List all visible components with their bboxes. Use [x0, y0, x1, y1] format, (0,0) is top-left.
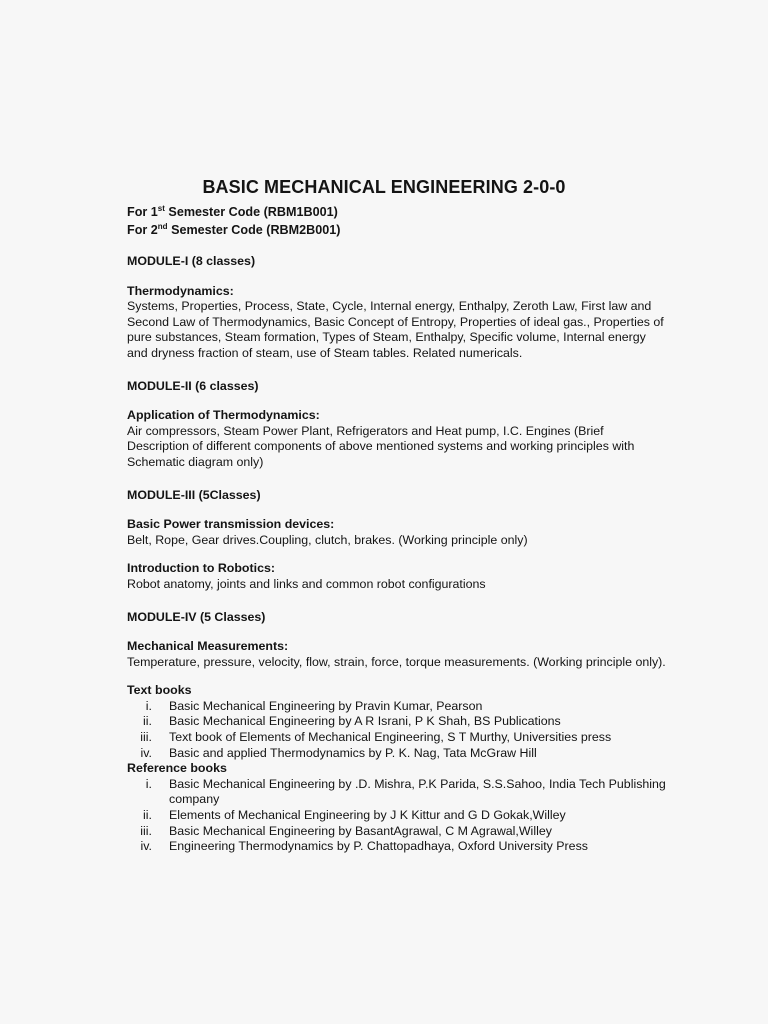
section-title: Mechanical Measurements:	[127, 639, 289, 654]
reference-books-heading: Reference books	[127, 761, 227, 776]
text-books-heading: Text books	[127, 683, 192, 698]
semester-ordinal-suffix: nd	[157, 222, 168, 231]
section-title: Application of Thermodynamics:	[127, 408, 320, 423]
list-item-text: Basic Mechanical Engineering by BasantAgrawal, C M Agrawal,Willey	[169, 823, 552, 838]
list-item	[127, 699, 667, 715]
module-heading: MODULE-II (6 classes)	[127, 378, 259, 393]
semester-code: Semester Code (RBM2B001)	[167, 223, 341, 237]
section-title: Introduction to Robotics:	[127, 561, 275, 576]
list-item-number: iv.	[140, 839, 152, 854]
section-body: Robot anatomy, joints and links and common robot configurations	[127, 576, 486, 591]
list-item-number: iv.	[140, 745, 152, 760]
list-item	[127, 714, 667, 730]
list-item	[127, 746, 667, 762]
section-body: Temperature, pressure, velocity, flow, strain, force, torque measurements. (Working principle only).	[127, 654, 666, 669]
reference-books-list	[127, 777, 667, 855]
list-item-text: Basic Mechanical Engineering by A R Israni, P K Shah, BS Publications	[169, 714, 561, 729]
section-title: Basic Power transmission devices:	[127, 517, 335, 532]
semester-prefix: For 1	[127, 205, 158, 219]
list-item	[127, 730, 667, 746]
section-body: Systems, Properties, Process, State, Cycle, Internal energy, Enthalpy, Zeroth Law, First law and Second Law of Thermodynamics, Basic Concept of Entropy, Properties of ideal gas., Properties of pure substances, Steam formation, Types of Steam, Enthalpy, Specific volume, Internal energy and dryness fraction of steam, use of Steam tables. Related numericals.	[127, 299, 664, 360]
section-title: Thermodynamics:	[127, 283, 234, 298]
list-item-text: Engineering Thermodynamics by P. Chattopadhaya, Oxford University Press	[169, 839, 588, 854]
list-item-number: ii.	[143, 808, 152, 823]
list-item-text: Elements of Mechanical Engineering by J K Kittur and G D Gokak,Willey	[169, 808, 566, 823]
list-item	[127, 824, 667, 840]
list-item	[127, 777, 667, 808]
list-item	[127, 839, 667, 855]
list-item-number: iii.	[140, 730, 152, 745]
semester-code: Semester Code (RBM1B001)	[164, 205, 338, 219]
semester-ordinal-suffix: st	[157, 204, 165, 213]
syllabus-content	[127, 203, 667, 855]
module-heading: MODULE-IV (5 Classes)	[127, 609, 266, 624]
list-item-text: Basic Mechanical Engineering by .D. Mishra, P.K Parida, S.S.Sahoo, India Tech Publishing company	[169, 776, 666, 807]
list-item-text: Basic and applied Thermodynamics by P. K. Nag, Tata McGraw Hill	[169, 745, 537, 760]
semester-code-line	[127, 221, 667, 239]
list-item-number: ii.	[143, 714, 152, 729]
list-item-number: iii.	[140, 823, 152, 838]
list-item-number: i.	[145, 776, 152, 791]
document-title: BASIC MECHANICAL ENGINEERING 2-0-0	[202, 177, 566, 197]
section-body: Belt, Rope, Gear drives.Coupling, clutch, brakes. (Working principle only)	[127, 532, 528, 547]
semester-code-line	[127, 203, 667, 221]
text-books-list	[127, 699, 667, 761]
semester-prefix: For 2	[127, 223, 158, 237]
list-item-text: Basic Mechanical Engineering by Pravin Kumar, Pearson	[169, 698, 483, 713]
list-item-number: i.	[145, 698, 152, 713]
list-item	[127, 808, 667, 824]
module-heading: MODULE-III (5Classes)	[127, 487, 261, 502]
list-item-text: Text book of Elements of Mechanical Engineering, S T Murthy, Universities press	[169, 730, 612, 745]
section-body: Air compressors, Steam Power Plant, Refrigerators and Heat pump, I.C. Engines (Brief Description of different components of above mentioned systems and working principles with Schematic diagram only)	[127, 423, 635, 469]
module-heading: MODULE-I (8 classes)	[127, 254, 256, 268]
